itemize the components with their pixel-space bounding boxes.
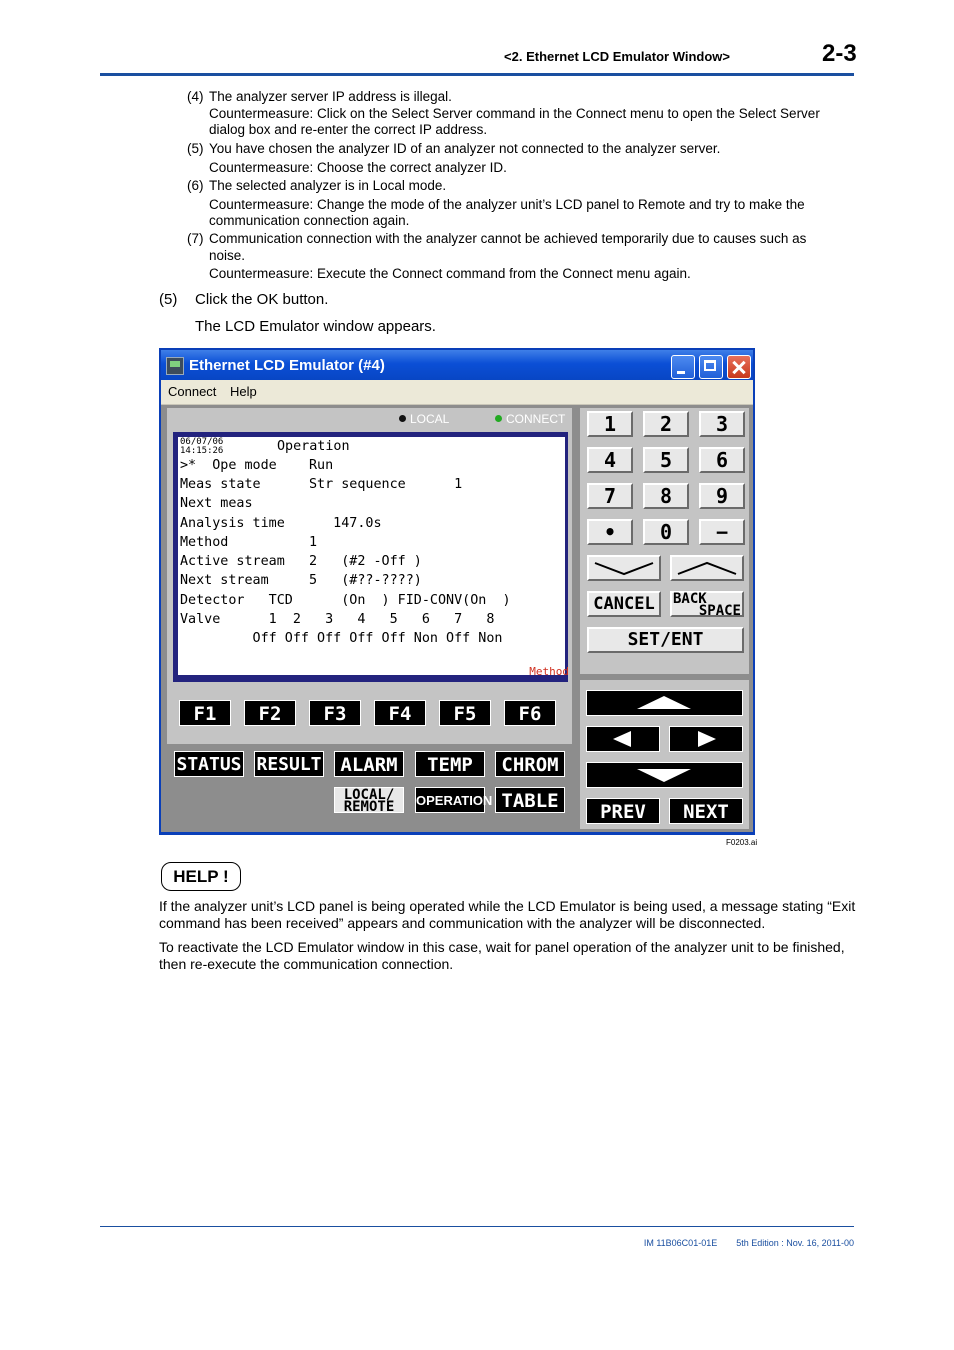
up-key[interactable]: [586, 690, 743, 716]
item-text: Communication connection with the analyzer cannot be achieved temporarily due to causes such as: [209, 231, 807, 246]
page-number: 2-3: [822, 40, 857, 67]
step-number: (5): [159, 291, 178, 308]
key-6[interactable]: 6: [699, 447, 745, 473]
left-key[interactable]: [586, 726, 660, 752]
right-key[interactable]: [669, 726, 743, 752]
cancel-key[interactable]: CANCEL: [587, 591, 661, 617]
lcd-line: Off Off Off Off Off Non Off Non: [180, 631, 503, 646]
item-number: (7): [187, 231, 204, 246]
item-text: communication connection again.: [209, 213, 410, 228]
lcd-line: Next meas: [180, 496, 253, 511]
lcd-heading: Operation: [277, 439, 350, 454]
key-0[interactable]: 0: [643, 519, 689, 545]
key-5[interactable]: 5: [643, 447, 689, 473]
item-text: You have chosen the analyzer ID of an analyzer not connected to the analyzer server.: [209, 141, 721, 156]
help-line: then re-execute the communication connection.: [159, 955, 454, 972]
lcd-frame: [167, 408, 572, 744]
item-text: dialog box and re-enter the correct IP address.: [209, 122, 488, 137]
arrow-left-icon: [587, 727, 659, 751]
alarm-key[interactable]: ALARM: [334, 751, 404, 777]
navigation-pad: [580, 680, 749, 829]
temp-key[interactable]: TEMP: [415, 751, 485, 777]
arrow-down-icon: [587, 763, 742, 787]
connect-led-icon: [495, 415, 502, 422]
lcd-line: Detector TCD (On ) FID-CONV(On ): [180, 593, 511, 608]
arrow-right-icon: [670, 727, 742, 751]
f6-key[interactable]: F6: [504, 700, 556, 726]
key-9[interactable]: 9: [699, 483, 745, 509]
f3-key[interactable]: F3: [309, 700, 361, 726]
window-title: Ethernet LCD Emulator (#4): [189, 357, 385, 374]
result-key[interactable]: RESULT: [254, 751, 324, 777]
item-text: Countermeasure: Change the mode of the analyzer unit’s LCD panel to Remote and try to make the: [209, 196, 805, 212]
lcd-line: Next stream 5 (#??-????): [180, 573, 422, 588]
backspace-key[interactable]: [670, 591, 744, 617]
next-key[interactable]: NEXT: [669, 798, 743, 824]
backspace-label-1: BACK: [673, 591, 707, 607]
footer: [644, 1238, 854, 1248]
chevron-down-icon: [589, 557, 659, 579]
key-minus[interactable]: −: [699, 519, 745, 545]
help-line: command has been received” appears and communication with the analyzer will be disconnected.: [159, 914, 766, 931]
local-remote-label-1: LOCAL/: [343, 787, 395, 803]
item-number: (5): [187, 141, 204, 156]
maximize-button[interactable]: [699, 355, 723, 379]
lcd-line: Meas state Str sequence 1: [180, 477, 463, 492]
key-3[interactable]: 3: [699, 411, 745, 437]
app-icon: [166, 357, 184, 375]
lcd-line: Method 1: [180, 535, 318, 550]
menu-connect[interactable]: Connect: [168, 384, 217, 399]
lcd-screen-border: [173, 432, 568, 682]
chrom-key[interactable]: CHROM: [495, 751, 565, 777]
chevron-up-icon: [672, 557, 742, 579]
down-key[interactable]: [586, 762, 743, 788]
lcd-line: Valve 1 2 3 4 5 6 7 8: [180, 612, 495, 627]
key-1[interactable]: 1: [587, 411, 633, 437]
section-title: <2. Ethernet LCD Emulator Window>: [504, 49, 730, 64]
table-key[interactable]: TABLE: [495, 787, 565, 813]
menu-help[interactable]: Help: [230, 384, 257, 399]
key-decimal[interactable]: •: [587, 519, 633, 545]
local-remote-key[interactable]: [334, 787, 404, 813]
item-text: The selected analyzer is in Local mode.: [209, 178, 447, 193]
help-paragraph-2: [159, 939, 859, 972]
f1-key[interactable]: F1: [179, 700, 231, 726]
close-button[interactable]: [727, 355, 751, 379]
help-line: If the analyzer unit’s LCD panel is being operated while the LCD Emulator is being used, a message stating “Exit: [159, 898, 856, 914]
figure-id: F0203.ai: [726, 838, 758, 847]
lcd-datetime: [180, 438, 223, 456]
status-key[interactable]: STATUS: [174, 751, 244, 777]
document-number: IM 11B06C01-01E: [643, 1238, 718, 1248]
key-8[interactable]: 8: [643, 483, 689, 509]
lcd-screen: [178, 437, 569, 678]
item-text: Countermeasure: Choose the correct analyzer ID.: [209, 159, 507, 175]
menu-bar: [161, 380, 753, 405]
lcd-line: Active stream 2 (#2 -Off ): [180, 554, 422, 569]
help-line: To reactivate the LCD Emulator window in this case, wait for panel operation of the analyzer unit to be finished,: [159, 939, 845, 955]
help-paragraph-1: [159, 898, 859, 931]
help-badge: HELP !: [161, 862, 241, 891]
item-text: Countermeasure: Click on the Select Server command in the Connect menu to open the Select Server: [209, 105, 820, 121]
local-label: LOCAL: [410, 412, 450, 426]
prev-key[interactable]: PREV: [586, 798, 660, 824]
connect-label: CONNECT: [506, 412, 566, 426]
item-text: noise.: [209, 247, 246, 263]
header-rule: [100, 73, 854, 76]
lcd-date: 06/07/06: [180, 437, 224, 447]
arrow-up-icon: [587, 691, 742, 715]
item-number: (6): [187, 178, 204, 193]
local-led-icon: [399, 415, 406, 422]
lcd-time: 14:15:26: [180, 446, 224, 456]
item-text: Countermeasure: Execute the Connect command from the Connect menu again.: [209, 266, 691, 281]
footer-rule: [100, 1226, 854, 1227]
item-text: The analyzer server IP address is illegal.: [209, 89, 452, 104]
lcd-line: >* Ope mode Run: [180, 458, 334, 473]
emulator-panel: [161, 405, 753, 832]
lcd-corner-label: Method: [529, 665, 569, 678]
local-indicator: [399, 412, 449, 426]
set-enter-key[interactable]: SET/ENT: [587, 627, 744, 653]
backspace-label-2: SPACE: [698, 603, 741, 619]
key-7[interactable]: 7: [587, 483, 633, 509]
f5-key[interactable]: F5: [439, 700, 491, 726]
f2-key[interactable]: F2: [244, 700, 296, 726]
lcd-emulator-window: [159, 348, 755, 835]
key-2[interactable]: 2: [643, 411, 689, 437]
local-remote-label-2: REMOTE: [343, 799, 395, 815]
numeric-keypad: [580, 408, 749, 674]
operation-key[interactable]: OPERATION: [415, 787, 485, 813]
step-result: The LCD Emulator window appears.: [195, 318, 436, 335]
lcd-line: Analysis time 147.0s: [180, 516, 382, 531]
connect-indicator: [495, 412, 565, 426]
scroll-down-key[interactable]: [587, 555, 661, 581]
title-bar[interactable]: [161, 350, 753, 380]
key-4[interactable]: 4: [587, 447, 633, 473]
step-text: Click the OK button.: [195, 291, 329, 308]
scroll-up-key[interactable]: [670, 555, 744, 581]
edition-info: 5th Edition : Nov. 16, 2011-00: [736, 1238, 854, 1248]
minimize-button[interactable]: [671, 355, 695, 379]
item-number: (4): [187, 89, 204, 104]
f4-key[interactable]: F4: [374, 700, 426, 726]
